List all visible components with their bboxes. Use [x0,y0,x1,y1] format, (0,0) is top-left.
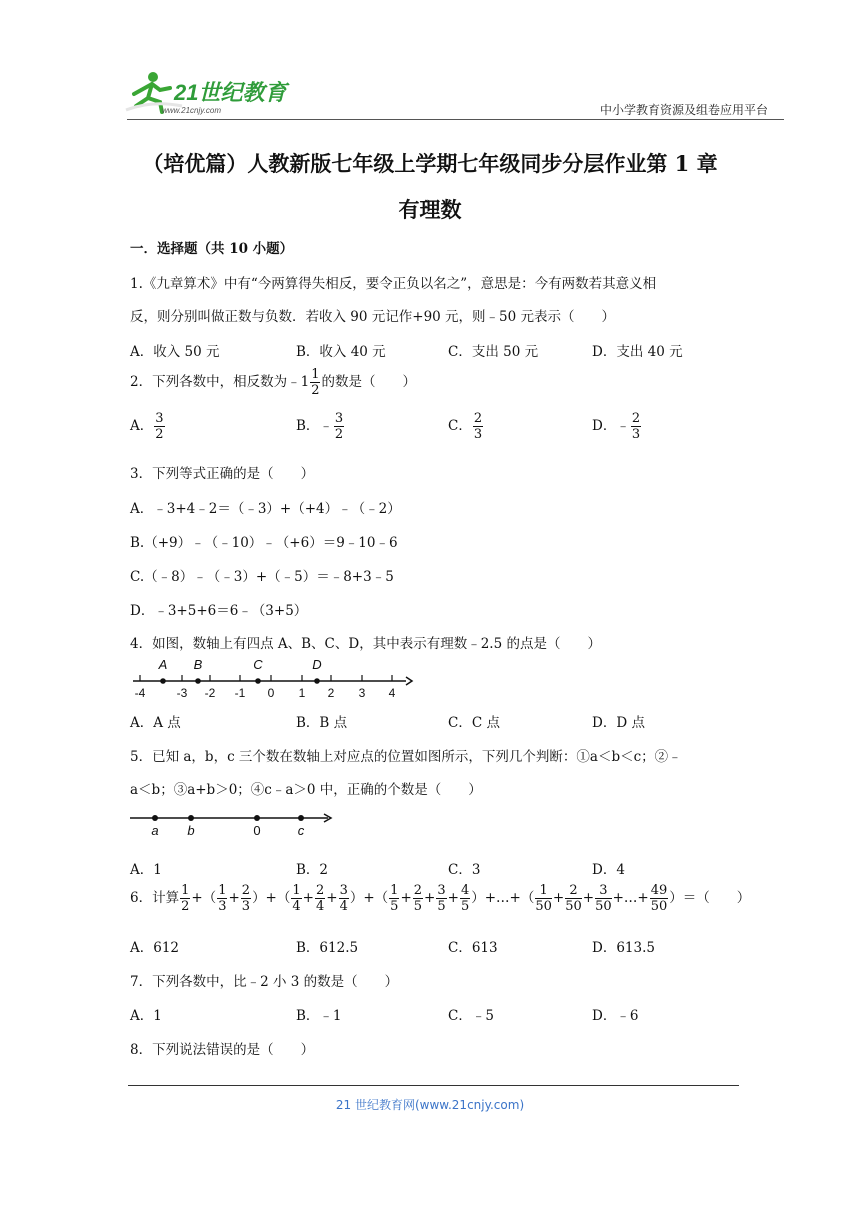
q1-option-b: B．收入 40 元 [296,344,386,360]
q1-stem-line2: 反，则分别叫做正数与负数．若收入 90 元记作+90 元，则﹣50 元表示（ ） [130,309,616,325]
q2-stem-before: 2．下列各数中，相反数为﹣1 [130,374,310,390]
q2-option-a: A． $\frac{3}{2}$ [130,411,164,442]
q6-option-b: B．612.5 [296,940,359,956]
q4-point-dot [255,678,261,684]
q4-tick-label: 4 [388,686,396,700]
q4-tick-label: -2 [204,686,216,700]
q6-expression: 6．计算 $\frac{1}{2}$ +（ $\frac{1}{3}$ + $\frac{2}{3}$ ）+（ $\frac{1}{4}$ + $\frac{2}{4}$ + $\frac{3}{4}$ ）+（ $\frac{1}{5}$ + $\frac{2}{5}$ + $\frac{3}{5}$ + $\frac{4}{5}$ ）+…+（ $\frac{1}{50}$ + $\frac{2}{50}$ + $\frac{3}{50}$ +…+ $\frac{49}{50}$ ）＝（ ） [130,883,751,914]
q7-option-a: A．1 [130,1008,162,1024]
header-divider [127,119,784,120]
site-logo [122,70,292,115]
q7-option-d: D．﹣6 [592,1008,639,1024]
q7-stem: 7．下列各数中，比﹣2 小 3 的数是（ ） [130,974,399,990]
q1-option-d: D．支出 40 元 [592,344,683,360]
q4-tick-label: 3 [358,686,366,700]
q2-option-d: D．﹣ $\frac{2}{3}$ [592,411,641,442]
page-title-line1: （培优篇）人教新版七年级上学期七年级同步分层作业第 1 章 [142,151,718,176]
q4-tick-label: -4 [134,686,146,700]
q5-option-a: A．1 [130,862,162,878]
q2-stem [130,368,416,397]
q5-number-line [128,806,338,840]
logo-text: 21世纪教育 [174,80,287,105]
q2-stem-after: 的数是（ ） [321,374,416,390]
q6-option-d: D．613.5 [592,940,655,956]
q3-stem: 3．下列等式正确的是（ ） [130,466,315,482]
q4-point-label: D [312,657,322,672]
q7-option-c: C．﹣5 [448,1008,494,1024]
q4-point-dot [160,678,166,684]
q4-point-label: C [253,657,263,672]
q5-option-d: D．4 [592,862,625,878]
q7-option-b: B．﹣1 [296,1008,342,1024]
q1-option-a: A．收入 50 元 [130,344,220,360]
q5-point-label: 0 [253,823,261,838]
q5-option-c: C．3 [448,862,481,878]
q1-stem-line1: 1.《九章算术》中有“今两算得失相反，要令正负以名之”，意思是：今有两数若其意义相 [130,276,657,292]
q3-option-d: D．﹣3+5+6＝6﹣（3+5） [130,603,308,619]
runner-logo-icon [122,70,292,115]
q4-option-a: A．A 点 [130,715,181,731]
q4-number-line [130,656,415,702]
page-title-line2: 有理数 [398,197,462,222]
q2-option-b: B．﹣ $\frac{3}{2}$ [296,411,344,442]
q1-option-c: C．支出 50 元 [448,344,539,360]
section-heading: 一．选择题（共 10 小题） [130,241,294,257]
q5-stem-line1: 5．已知 a，b，c 三个数在数轴上对应点的位置如图所示，下列几个判断：①a＜b＜c；②﹣ [130,749,682,765]
footer-link[interactable]: 21 世纪教育网(www.21cnjy.com) [335,1098,525,1112]
q2-stem-fraction: $\frac{1}{2}$ [311,367,320,398]
q4-point-dot [314,678,320,684]
q3-option-b: B.（+9）﹣（﹣10）﹣（+6）＝9﹣10﹣6 [130,535,398,551]
q4-option-c: C．C 点 [448,715,500,731]
q5-point-dot [188,815,194,821]
q4-tick-label: -1 [234,686,246,700]
q5-point-label: c [297,823,305,838]
q5-point-dot [298,815,304,821]
q5-stem-line2: a＜b；③a+b＞0；④c﹣a＞0 中，正确的个数是（ ） [130,782,482,798]
q4-option-b: B．B 点 [296,715,348,731]
q5-point-dot [152,815,158,821]
q4-stem: 4．如图，数轴上有四点 A、B、C、D，其中表示有理数﹣2.5 的点是（ ） [130,636,601,652]
q4-point-label: A [158,657,168,672]
q3-option-c: C.（﹣8）﹣（﹣3）+（﹣5）＝﹣8+3﹣5 [130,569,394,585]
q5-option-b: B．2 [296,862,329,878]
q4-option-d: D．D 点 [592,715,645,731]
q4-point-label: B [193,657,203,672]
q4-tick-label: 0 [267,686,275,700]
q3-option-a: A．﹣3+4﹣2＝（﹣3）+（+4）﹣（﹣2） [130,501,401,517]
q6-option-c: C．613 [448,940,498,956]
platform-name: 中小学教育资源及组卷应用平台 [600,103,769,117]
q2-option-c: C． $\frac{2}{3}$ [448,411,483,442]
q4-point-dot [195,678,201,684]
q5-point-dot [254,815,260,821]
footer-divider [128,1085,739,1086]
q8-stem: 8．下列说法错误的是（ ） [130,1042,315,1058]
q4-tick-label: 2 [327,686,335,700]
q5-point-label: b [187,823,195,838]
q4-tick-label: -3 [176,686,188,700]
q5-point-label: a [151,823,159,838]
q6-option-a: A．612 [130,940,180,956]
logo-url: www.21cnjy.com [162,106,221,115]
q4-tick-label: 1 [298,686,306,700]
